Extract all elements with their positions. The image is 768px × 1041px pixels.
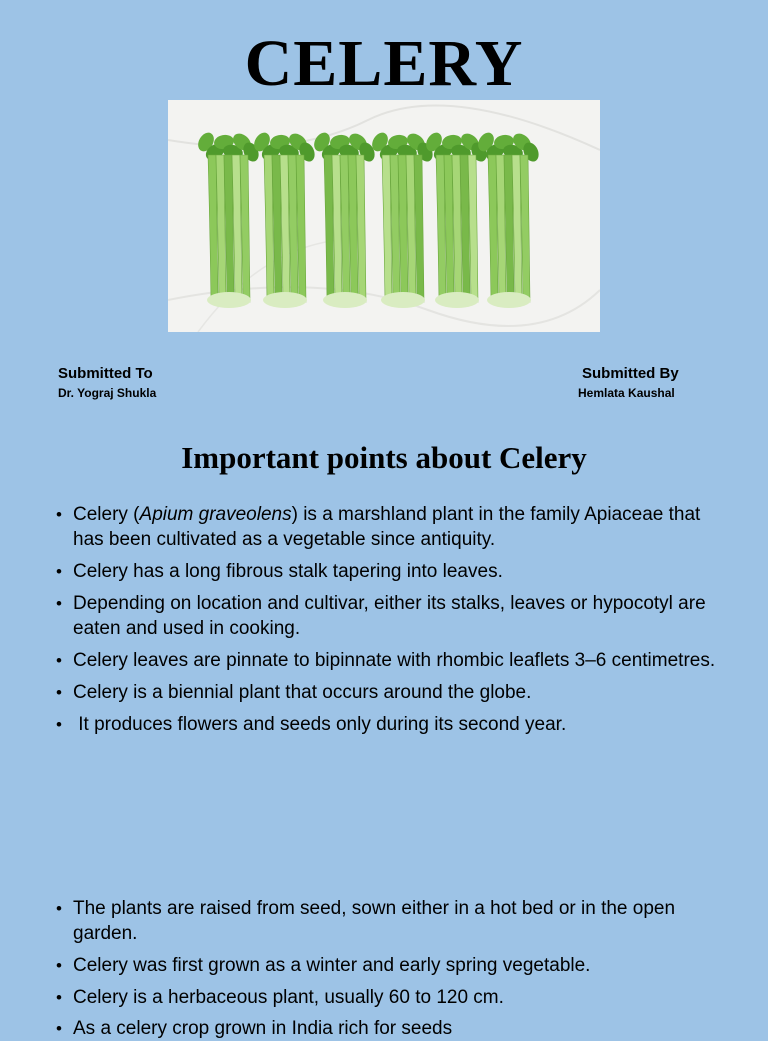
list-item: • Celery is a biennial plant that occurs around the globe.	[56, 680, 716, 705]
page-title: CELERY	[244, 27, 524, 100]
partial-list-item: • As a celery crop grown in India rich for seeds	[56, 1016, 452, 1041]
points-list-second	[56, 896, 716, 1017]
list-item: • The plants are raised from seed, sown either in a hot bed or in the open garden.	[56, 896, 716, 946]
submitted-by-name: Hemlata Kaushal	[578, 386, 675, 400]
points-list-first	[56, 502, 716, 744]
list-item: • Depending on location and cultivar, either its stalks, leaves or hypocotyl are eaten and used in cooking.	[56, 591, 716, 641]
section-heading: Important points about Celery	[181, 440, 587, 475]
submitted-by-label: Submitted By	[582, 365, 679, 382]
submitted-by-block	[578, 364, 679, 402]
submitted-to-label: Submitted To	[58, 365, 153, 382]
celery-photo	[168, 100, 600, 332]
submitted-to-name: Dr. Yograj Shukla	[58, 386, 157, 400]
list-item: • Celery has a long fibrous stalk tapering into leaves.	[56, 559, 716, 584]
list-item: • Celery (Apium graveolens) is a marshland plant in the family Apiaceae that has been cultivated as a vegetable since antiquity.	[56, 502, 716, 552]
list-item: • Celery was first grown as a winter and early spring vegetable.	[56, 953, 716, 978]
list-item: • It produces flowers and seeds only during its second year.	[56, 712, 716, 737]
list-item: • Celery leaves are pinnate to bipinnate with rhombic leaflets 3–6 centimetres.	[56, 648, 716, 673]
list-item: • Celery is a herbaceous plant, usually 60 to 120 cm.	[56, 985, 716, 1010]
submitted-to-block	[58, 364, 156, 402]
